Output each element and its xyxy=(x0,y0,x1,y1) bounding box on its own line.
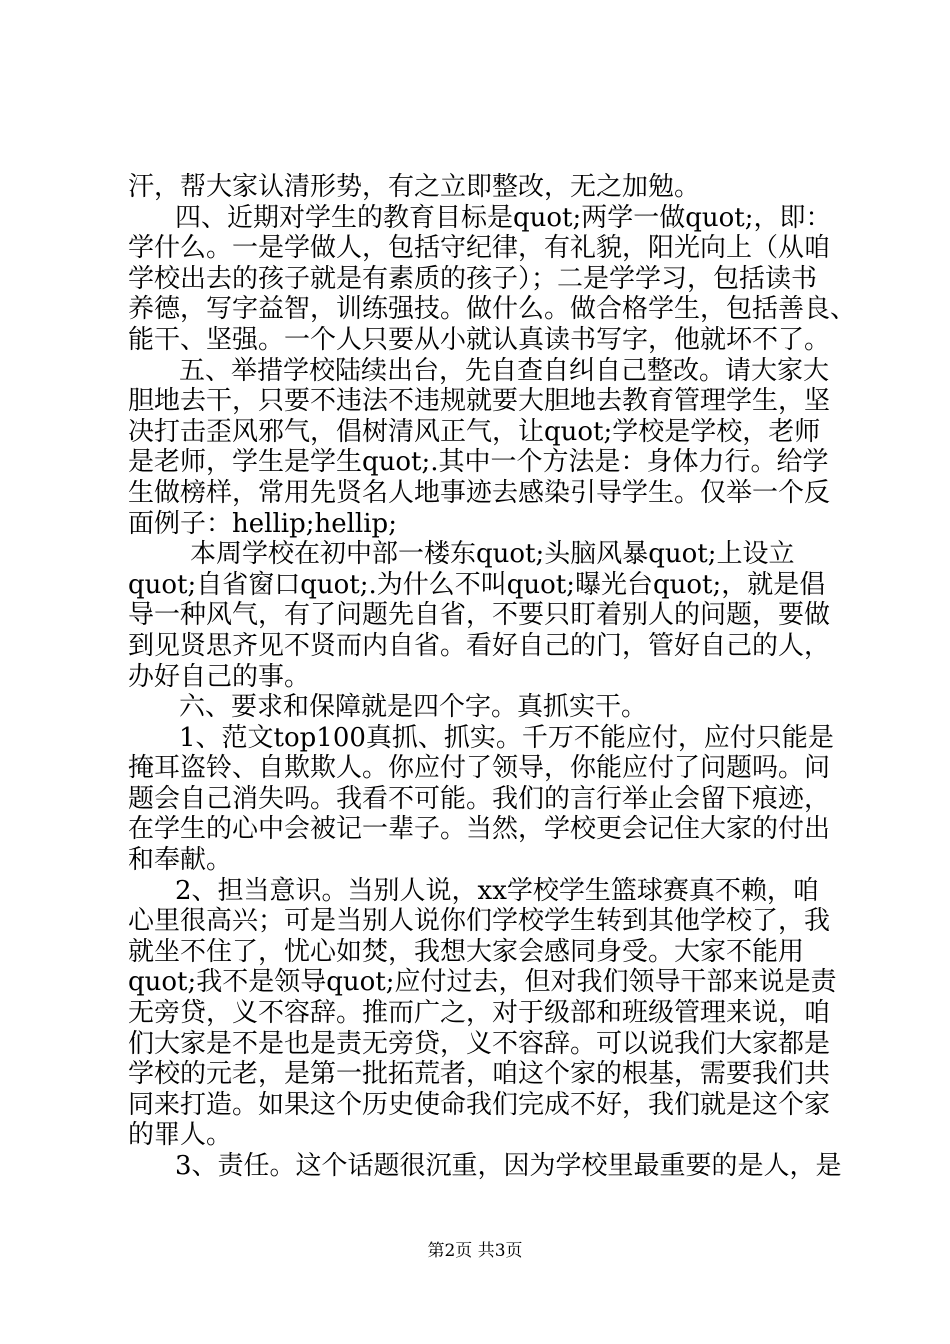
body-text-line: 办好自己的事。 xyxy=(128,662,311,692)
body-text-line: 无旁贷，义不容辞。推而广之，对于级部和班级管理来说，咱 xyxy=(128,998,831,1028)
body-text-line: 学校出去的孩子就是有素质的孩子）；二是学学习，包括读书 xyxy=(128,264,818,294)
body-text-line: 是老师，学生是学生quot;.其中一个方法是：身体力行。给学 xyxy=(128,447,829,477)
body-text-line: 到见贤思齐见不贤而内自省。看好自己的门，管好自己的人， xyxy=(128,631,831,661)
body-text-line: 胆地去干，只要不违法不违规就要大胆地去教育管理学生，坚 xyxy=(128,386,831,416)
body-text-line: 和奉献。 xyxy=(128,845,233,875)
paragraph-start: 本周学校在初中部一楼东quot;头脑风暴quot;上设立 xyxy=(190,539,795,569)
paragraph-heading-6: 六、要求和保障就是四个字。真抓实干。 xyxy=(179,692,648,722)
body-text-line: 汗，帮大家认清形势，有之立即整改，无之加勉。 xyxy=(128,172,701,202)
body-text-line: 养德，写字益智，训练强技。做什么。做合格学生，包括善良、 xyxy=(128,294,857,324)
body-text-line: quot;我不是领导quot;应付过去，但对我们领导干部来说是责 xyxy=(128,967,837,997)
body-text-line: 的罪人。 xyxy=(128,1120,233,1150)
paragraph-heading-4: 四、近期对学生的教育目标是quot;两学一做quot;，即： xyxy=(175,203,832,233)
body-text-line: 掩耳盗铃、自欺欺人。你应付了领导，你能应付了问题吗。问 xyxy=(128,753,831,783)
body-text-line: 题会自己消失吗。我看不可能。我们的言行举止会留下痕迹， xyxy=(128,784,831,814)
body-text-line: 生做榜样，常用先贤名人地事迹去感染引导学生。仅举一个反 xyxy=(128,478,831,508)
body-text-line: 在学生的心中会被记一辈子。当然，学校更会记住大家的付出 xyxy=(128,814,831,844)
body-text-line: 们大家是不是也是责无旁贷，义不容辞。可以说我们大家都是 xyxy=(128,1029,831,1059)
paragraph-heading-5: 五、举措学校陆续出台，先自查自纠自己整改。请大家大 xyxy=(179,356,830,386)
body-text-line: quot;自省窗口quot;.为什么不叫quot;曝光台quot;，就是倡 xyxy=(128,570,826,600)
body-text-line: 就坐不住了，忧心如焚，我想大家会感同身受。大家不能用 xyxy=(128,937,805,967)
body-text-line: 心里很高兴；可是当别人说你们学校学生转到其他学校了，我 xyxy=(128,906,831,936)
body-text-line: 面例子：hellip;hellip; xyxy=(128,509,397,539)
body-text-line: 决打击歪风邪气，倡树清风正气，让quot;学校是学校，老师 xyxy=(128,417,821,447)
body-text-line: 同来打造。如果这个历史使命我们完成不好，我们就是这个家 xyxy=(128,1090,831,1120)
paragraph-start: 3、责任。这个话题很沉重，因为学校里最重要的是人，是 xyxy=(175,1151,842,1181)
page-number-footer: 第2页 共3页 xyxy=(427,1241,523,1261)
body-text-line: 能干、坚强。一个人只要从小就认真读书写字，他就坏不了。 xyxy=(128,325,831,355)
body-text-line: 导一种风气，有了问题先自省，不要只盯着别人的问题，要做 xyxy=(128,600,831,630)
body-text-line: 学校的元老，是第一批拓荒者，咱这个家的根基，需要我们共 xyxy=(128,1059,831,1089)
body-text-line: 学什么。一是学做人，包括守纪律，有礼貌，阳光向上（从咱 xyxy=(128,233,831,263)
paragraph-start: 2、担当意识。当别人说，xx学校学生篮球赛真不赖，咱 xyxy=(175,876,819,906)
paragraph-start: 1、范文top100真抓、抓实。千万不能应付，应付只能是 xyxy=(179,723,834,753)
